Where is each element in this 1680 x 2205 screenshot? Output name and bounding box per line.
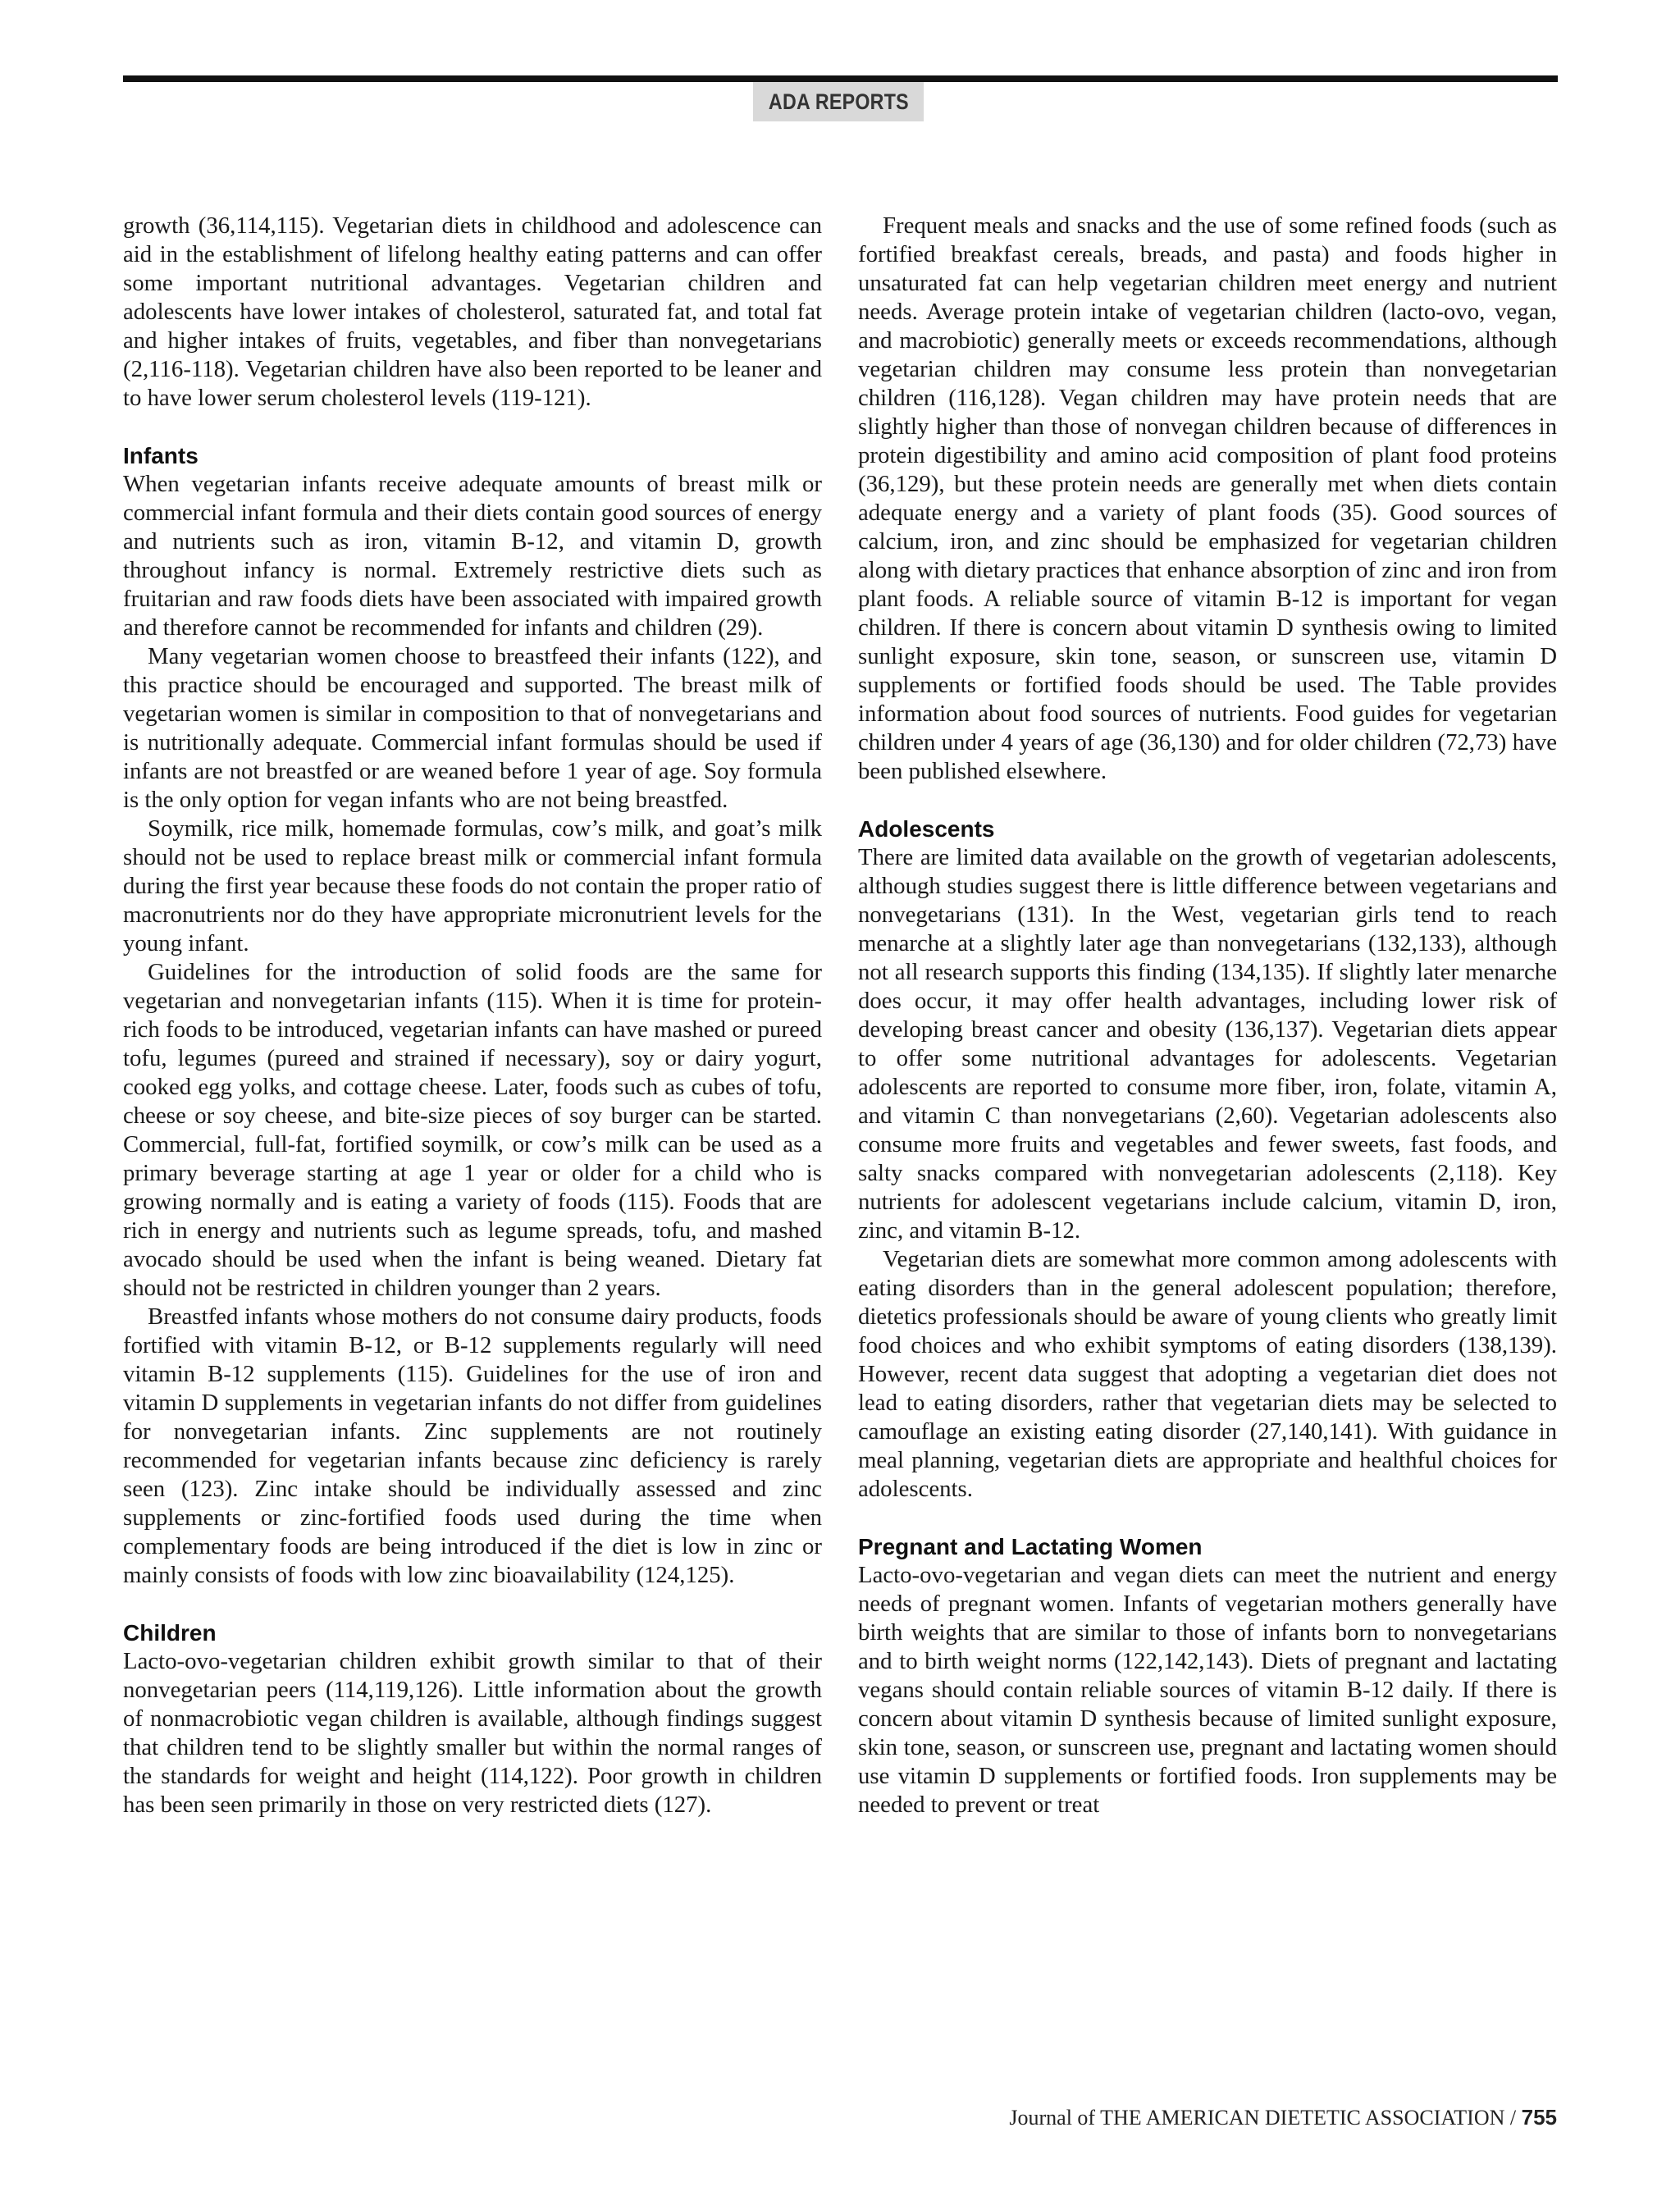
section-header-tab xyxy=(753,82,924,121)
paragraph-infants-2: Many vegetarian women choose to breastfeed their infants (122), and this practice should be encouraged and supported. The breast milk of vegetarian women is similar in composition to that of nonvegetarians and is nutritionally adequate. Commercial infant formulas should be used if infants are not breastfed or are weaned before 1 year of age. Soy formula is the only option for vegan infants who are not being breastfed. xyxy=(123,643,822,813)
paragraph-adolescents-2: Vegetarian diets are somewhat more common among adolescents with eating disorders than in the general adolescent population; therefore, dietetics professionals should be aware of young clients who greatly limit food choices and who exhibit symptoms of eating disorders (138,139). However, recent data suggest that adopting a vegetarian diet does not lead to eating disorders, rather that vegetarian diets may be selected to camouflage an existing eating disorder (27,140,141). With guidance in meal planning, vegetarian diets are appropriate and healthful choices for adolescents. xyxy=(858,1246,1557,1502)
page-footer xyxy=(1009,2105,1557,2130)
footer-separator: / xyxy=(1504,2106,1522,2130)
paragraph-intro: growth (36,114,115). Vegetarian diets in childhood and adolescence can aid in the establishment of lifelong healthy eating patterns and can offer some important nutritional advantages. Vegetarian children and adolescents have lower intakes of cholesterol, saturated fat, and total fat and higher intakes of fruits, vegetables, and fiber than nonvegetarians (2,116-118). Vegetarian children have also been reported to be leaner and to have lower serum cholesterol levels (119-121). xyxy=(123,212,822,411)
header-rule xyxy=(123,75,1558,82)
paragraph-adolescents-1: There are limited data available on the growth of vegetarian adolescents, although studies suggest there is little difference between vegetarians and nonvegetarians (131). In the West, vegetarian girls tend to reach menarche at a slightly later age than nonvegetarians (132,133), although not all research supports this finding (134,135). If slightly later menarche does occur, it may offer health advantages, including lower risk of developing breast cancer and obesity (136,137). Vegetarian diets appear to offer some nutritional advantages for adolescents. Vegetarian adolescents are reported to consume more fiber, iron, folate, vitamin A, and vitamin C than nonvegetarians (2,60). Vegetarian adolescents also consume more fruits and vegetables and fewer sweets, fast foods, and salty snacks compared with nonvegetarian adolescents (2,118). Key nutrients for adolescent vegetarians include calcium, vitamin D, iron, zinc, and vitamin B-12. xyxy=(858,844,1557,1244)
paragraph-children-2: Frequent meals and snacks and the use of some refined foods (such as fortified breakfast cereals, breads, and pasta) and foods higher in unsaturated fat can help vegetarian children meet energy and nutrient needs. Average protein intake of vegetarian children (lacto-ovo, vegan, and macrobiotic) generally meets or exceeds recommendations, although vegetarian children may consume less protein than nonvegetarian children (116,128). Vegan children may have protein needs that are slightly higher than those of nonvegan children because of differences in protein digestibility and amino acid composition of plant food proteins (36,129), but these protein needs are generally met when diets contain adequate energy and a variety of plant foods (35). Good sources of calcium, iron, and zinc should be emphasized for vegetarian children along with dietary practices that enhance absorption of zinc and iron from plant foods. A reliable source of vitamin B-12 is important for vegan children. If there is concern about vitamin D synthesis owing to limited sunlight exposure, skin tone, season, or sunscreen use, vitamin D supplements or fortified foods should be used. The Table provides information about food sources of nutrients. Food guides for vegetarian children under 4 years of age (36,130) and for older children (72,73) have been published elsewhere. xyxy=(858,212,1557,784)
paragraph-infants-3: Soymilk, rice milk, homemade formulas, cow’s milk, and goat’s milk should not be used to replace breast milk or commercial infant formula during the first year because these foods do not contain the proper ratio of macronutrients nor do they have appropriate micronutrient levels for the young infant. xyxy=(123,815,822,956)
section-header-label: ADA REPORTS xyxy=(768,89,909,114)
paragraph-infants-4: Guidelines for the introduction of solid foods are the same for vegetarian and nonvegetarian infants (115). When it is time for protein-rich foods to be introduced, vegetarian infants can have mashed or pureed tofu, legumes (pureed and strained if necessary), soy or dairy yogurt, cooked egg yolks, and cottage cheese. Later, foods such as cubes of tofu, cheese or soy cheese, and bite-size pieces of soy burger can be started. Commercial, full-fat, fortified soymilk, or cow’s milk can be used as a primary beverage starting at age 1 year or older for a child who is growing normally and is eating a variety of foods (115). Foods that are rich in energy and nutrients such as legume spreads, tofu, and mashed avocado should be used when the infant is being weaned. Dietary fat should not be restricted in children younger than 2 years. xyxy=(123,959,822,1301)
paragraph-pregnant-1: Lacto-ovo-vegetarian and vegan diets can meet the nutrient and energy needs of pregnant women. Infants of vegetarian mothers generally have birth weights that are similar to those of infants born to nonvegetarians and to birth weight norms (122,142,143). Diets of pregnant and lactating vegans should contain reliable sources of vitamin B-12 daily. If there is concern about vitamin D synthesis because of limited sunlight exposure, skin tone, season, or sunscreen use, pregnant and lactating women should use vitamin D supplements or fortified foods. Iron supplements may be needed to prevent or treat xyxy=(858,1562,1557,1818)
paragraph-infants-1: When vegetarian infants receive adequate amounts of breast milk or commercial infant formula and their diets contain good sources of energy and nutrients such as iron, vitamin B-12, and vitamin D, growth throughout infancy is normal. Extremely restrictive diets such as fruitarian and raw foods diets have been associated with impaired growth and therefore cannot be recommended for infants and children (29). xyxy=(123,471,822,641)
left-column xyxy=(123,212,822,1819)
heading-children: Children xyxy=(123,1620,217,1646)
heading-infants: Infants xyxy=(123,443,199,468)
paragraph-children-1: Lacto-ovo-vegetarian children exhibit growth similar to that of their nonvegetarian peers (114,119,126). Little information about the growth of nonmacrobiotic vegan children is available, although findings suggest that children tend to be slightly smaller but within the normal ranges of the standards for weight and height (114,122). Poor growth in children has been seen primarily in those on very restricted diets (127). xyxy=(123,1648,822,1818)
heading-pregnant-lactating: Pregnant and Lactating Women xyxy=(858,1534,1203,1559)
footer-journal-name: Journal of THE AMERICAN DIETETIC ASSOCIATION xyxy=(1009,2106,1505,2130)
right-column xyxy=(858,212,1557,1819)
page-number: 755 xyxy=(1521,2105,1557,2130)
paragraph-infants-5: Breastfed infants whose mothers do not consume dairy products, foods fortified with vitamin B-12, or B-12 supplements regularly will need vitamin B-12 supplements (115). Guidelines for the use of iron and vitamin D supplements in vegetarian infants do not differ from guidelines for nonvegetarian infants. Zinc supplements are not routinely recommended for vegetarian infants because zinc deficiency is rarely seen (123). Zinc intake should be individually assessed and zinc supplements or zinc-fortified foods used during the time when complementary foods are being introduced if the diet is low in zinc or mainly consists of foods with low zinc bioavailability (124,125). xyxy=(123,1303,822,1588)
heading-adolescents: Adolescents xyxy=(858,816,995,842)
